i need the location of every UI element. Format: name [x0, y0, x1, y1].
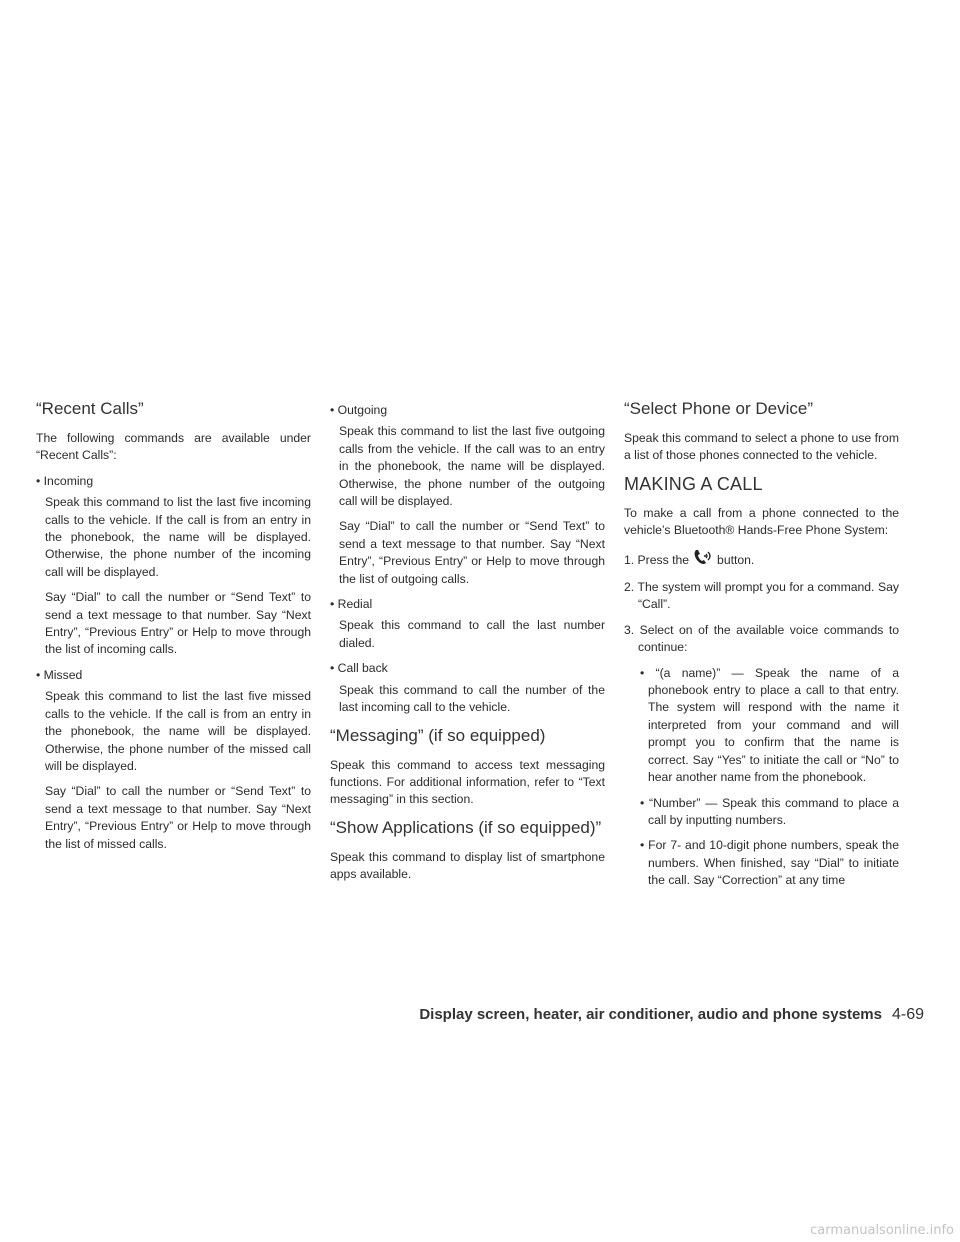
callback-paragraph: Speak this command to call the number of the last incoming call to the vehicle.: [339, 682, 605, 715]
step-3: 3. Select on of the available voice commands to continue:: [624, 622, 899, 655]
show-apps-heading: “Show Applications (if so equipped)”: [330, 817, 602, 837]
column-middle: [330, 402, 605, 892]
footer-section-title: Display screen, heater, air conditioner, audio and phone systems: [419, 1006, 882, 1023]
sub-option-name: • “(a name)” — Speak the name of a phonebook entry to place a call to that entry. The system will respond with the name it interpreted from your command and will prompt you to confirm that the name is correct. Say “Yes” to initiate the call or “No” to hear another name from the phonebook.: [640, 665, 899, 785]
missed-paragraph-1: Speak this command to list the last five missed calls to the vehicle. If the call is from an entry in the phonebook, the name will be displayed. Otherwise, the phone number of the missed call will be displayed.: [45, 689, 311, 773]
step-1-prefix: 1. Press the: [624, 552, 690, 567]
outgoing-label: • Outgoing: [330, 403, 388, 417]
recent-calls-intro: The following commands are available under “Recent Calls”:: [36, 431, 311, 463]
show-apps-body: Speak this command to display list of smartphone apps available.: [330, 849, 605, 882]
outgoing-paragraph-2: Say “Dial” to call the number or “Send Text” to send a text message to that number. Say “Next Entry”, “Previous Entry” or Help to move through the list of outgoing calls.: [339, 519, 605, 586]
callback-label: • Call back: [330, 661, 388, 676]
outgoing-paragraph-1: Speak this command to list the last five outgoing calls from the vehicle. If the call was to an entry in the phonebook, the name will be displayed. Otherwise, the phone number of the outgoing call will be displayed.: [339, 424, 605, 509]
messaging-heading: “Messaging” (if so equipped): [330, 725, 546, 745]
step-1: [624, 548, 899, 571]
messaging-body: Speak this command to access text messaging functions. For additional information, refer to “Text messaging” in this section.: [330, 757, 605, 807]
sub-option-number: • “Number” — Speak this command to place a call by inputting numbers.: [640, 795, 899, 827]
redial-paragraph: Speak this command to call the last number dialed.: [339, 618, 605, 650]
making-call-heading: MAKING A CALL: [624, 473, 763, 494]
select-phone-heading: “Select Phone or Device”: [624, 399, 813, 418]
incoming-paragraph-1: Speak this command to list the last five incoming calls to the vehicle. If the call is from an entry in the phonebook, the name will be displayed. Otherwise, the phone number of the incoming call will be displayed.: [45, 495, 311, 579]
step-1-suffix: button.: [717, 552, 755, 567]
select-phone-body: Speak this command to select a phone to use from a list of those phones connected to the vehicle.: [624, 431, 899, 463]
column-left: [36, 398, 311, 861]
column-right: [624, 398, 899, 898]
page-number: 4-69: [891, 1006, 924, 1023]
missed-paragraph-2: Say “Dial” to call the number or “Send Text” to send a text message to that number. Say “Next Entry”, “Previous Entry” or Help to move through the list of missed calls.: [45, 784, 311, 851]
missed-label: • Missed: [36, 667, 83, 682]
redial-label: • Redial: [330, 597, 373, 612]
watermark: carmanualsonline.info: [810, 1223, 954, 1238]
step-2: 2. The system will prompt you for a command. Say “Call”.: [624, 580, 899, 612]
page-footer: [419, 1006, 924, 1024]
recent-calls-heading: “Recent Calls”: [36, 399, 144, 418]
sub-option-digits: • For 7- and 10-digit phone numbers, speak the numbers. When finished, say “Dial” to initiate the call. Say “Correction” at any time: [640, 838, 899, 888]
making-call-intro: To make a call from a phone connected to the vehicle’s Bluetooth® Hands-Free Phone System:: [624, 505, 899, 538]
phone-voice-icon: [693, 548, 713, 571]
incoming-label: • Incoming: [36, 473, 94, 488]
incoming-paragraph-2: Say “Dial” to call the number or “Send Text” to send a text message to that number. Say “Next Entry”, “Previous Entry” or Help to move through the list of incoming calls.: [45, 590, 311, 657]
